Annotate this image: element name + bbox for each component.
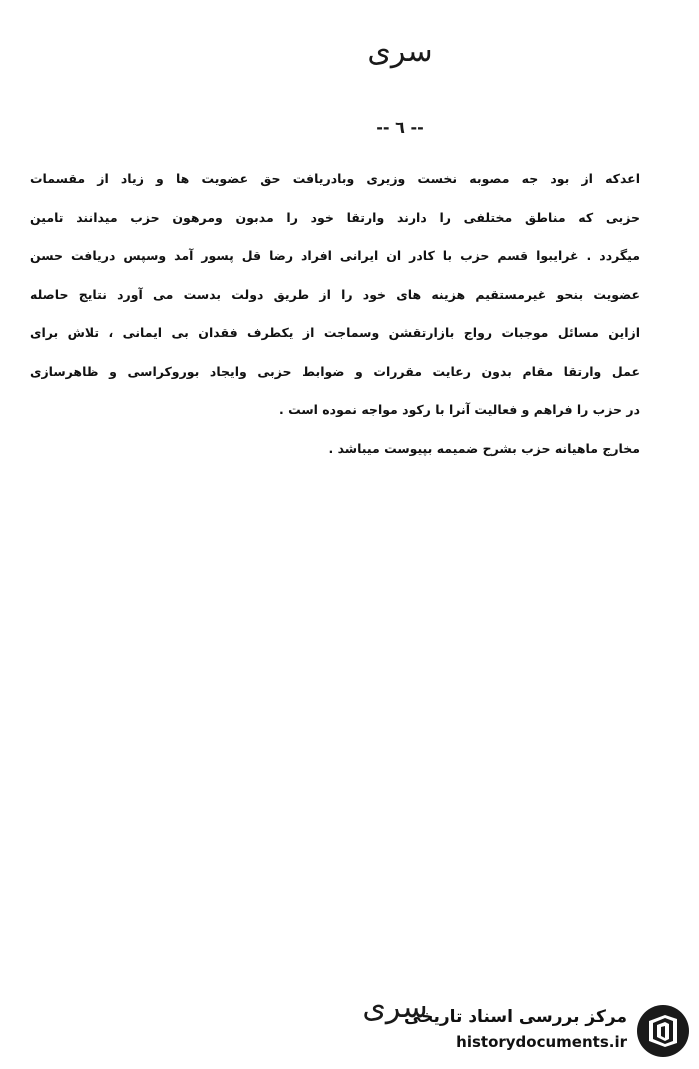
page-number: -- ٦ -- [376,118,424,137]
classification-header: سری [367,34,433,69]
body-line: در حزب را فراهم و فعالیت آنرا با رکود مواجه نموده است . [279,402,640,417]
classification-footer: سری [362,990,428,1025]
body-line: عمل وارتقا مقام بدون رعایت مقررات و ضوابط حزبی وایجاد بوروکراسی و ظاهرسازی [30,363,640,379]
body-line: عضویت بنحو غیرمستقیم هزینه های خود را از طریق دولت بدست می آورد نتایج حاصله [30,286,640,302]
watermark-title: مرکز بررسی اسناد تاریخی [404,1007,627,1027]
watermark-url[interactable]: historydocuments.ir [456,1033,627,1051]
body-line: مخارج ماهیانه حزب بشرح ضمیمه بپیوست میباشد . [328,440,640,456]
body-line: ازاین مسائل موجبات رواج بازارتقشن وسماجت از یکطرف فقدان بی ایمانی ، تلاش برای [30,325,640,340]
body-line: حزبی که مناطق مختلفی را دارند وارتقا خود را مدبون ومرهون حزب میدانند تامین [30,209,640,225]
body-line: اعدکه از بود جه مصوبه نخست وزیری وبادریافت حق عضویت ها و زیاد از مقسمات [30,171,640,186]
body-line: میگردد . غرایبوا قسم حزب با کادر ان ایرانی افراد رضا قل پسور آمد وسپس دریافت حسن [30,248,640,263]
archive-logo-icon [635,1003,691,1059]
document-body [30,160,640,468]
watermark [404,1003,693,1063]
